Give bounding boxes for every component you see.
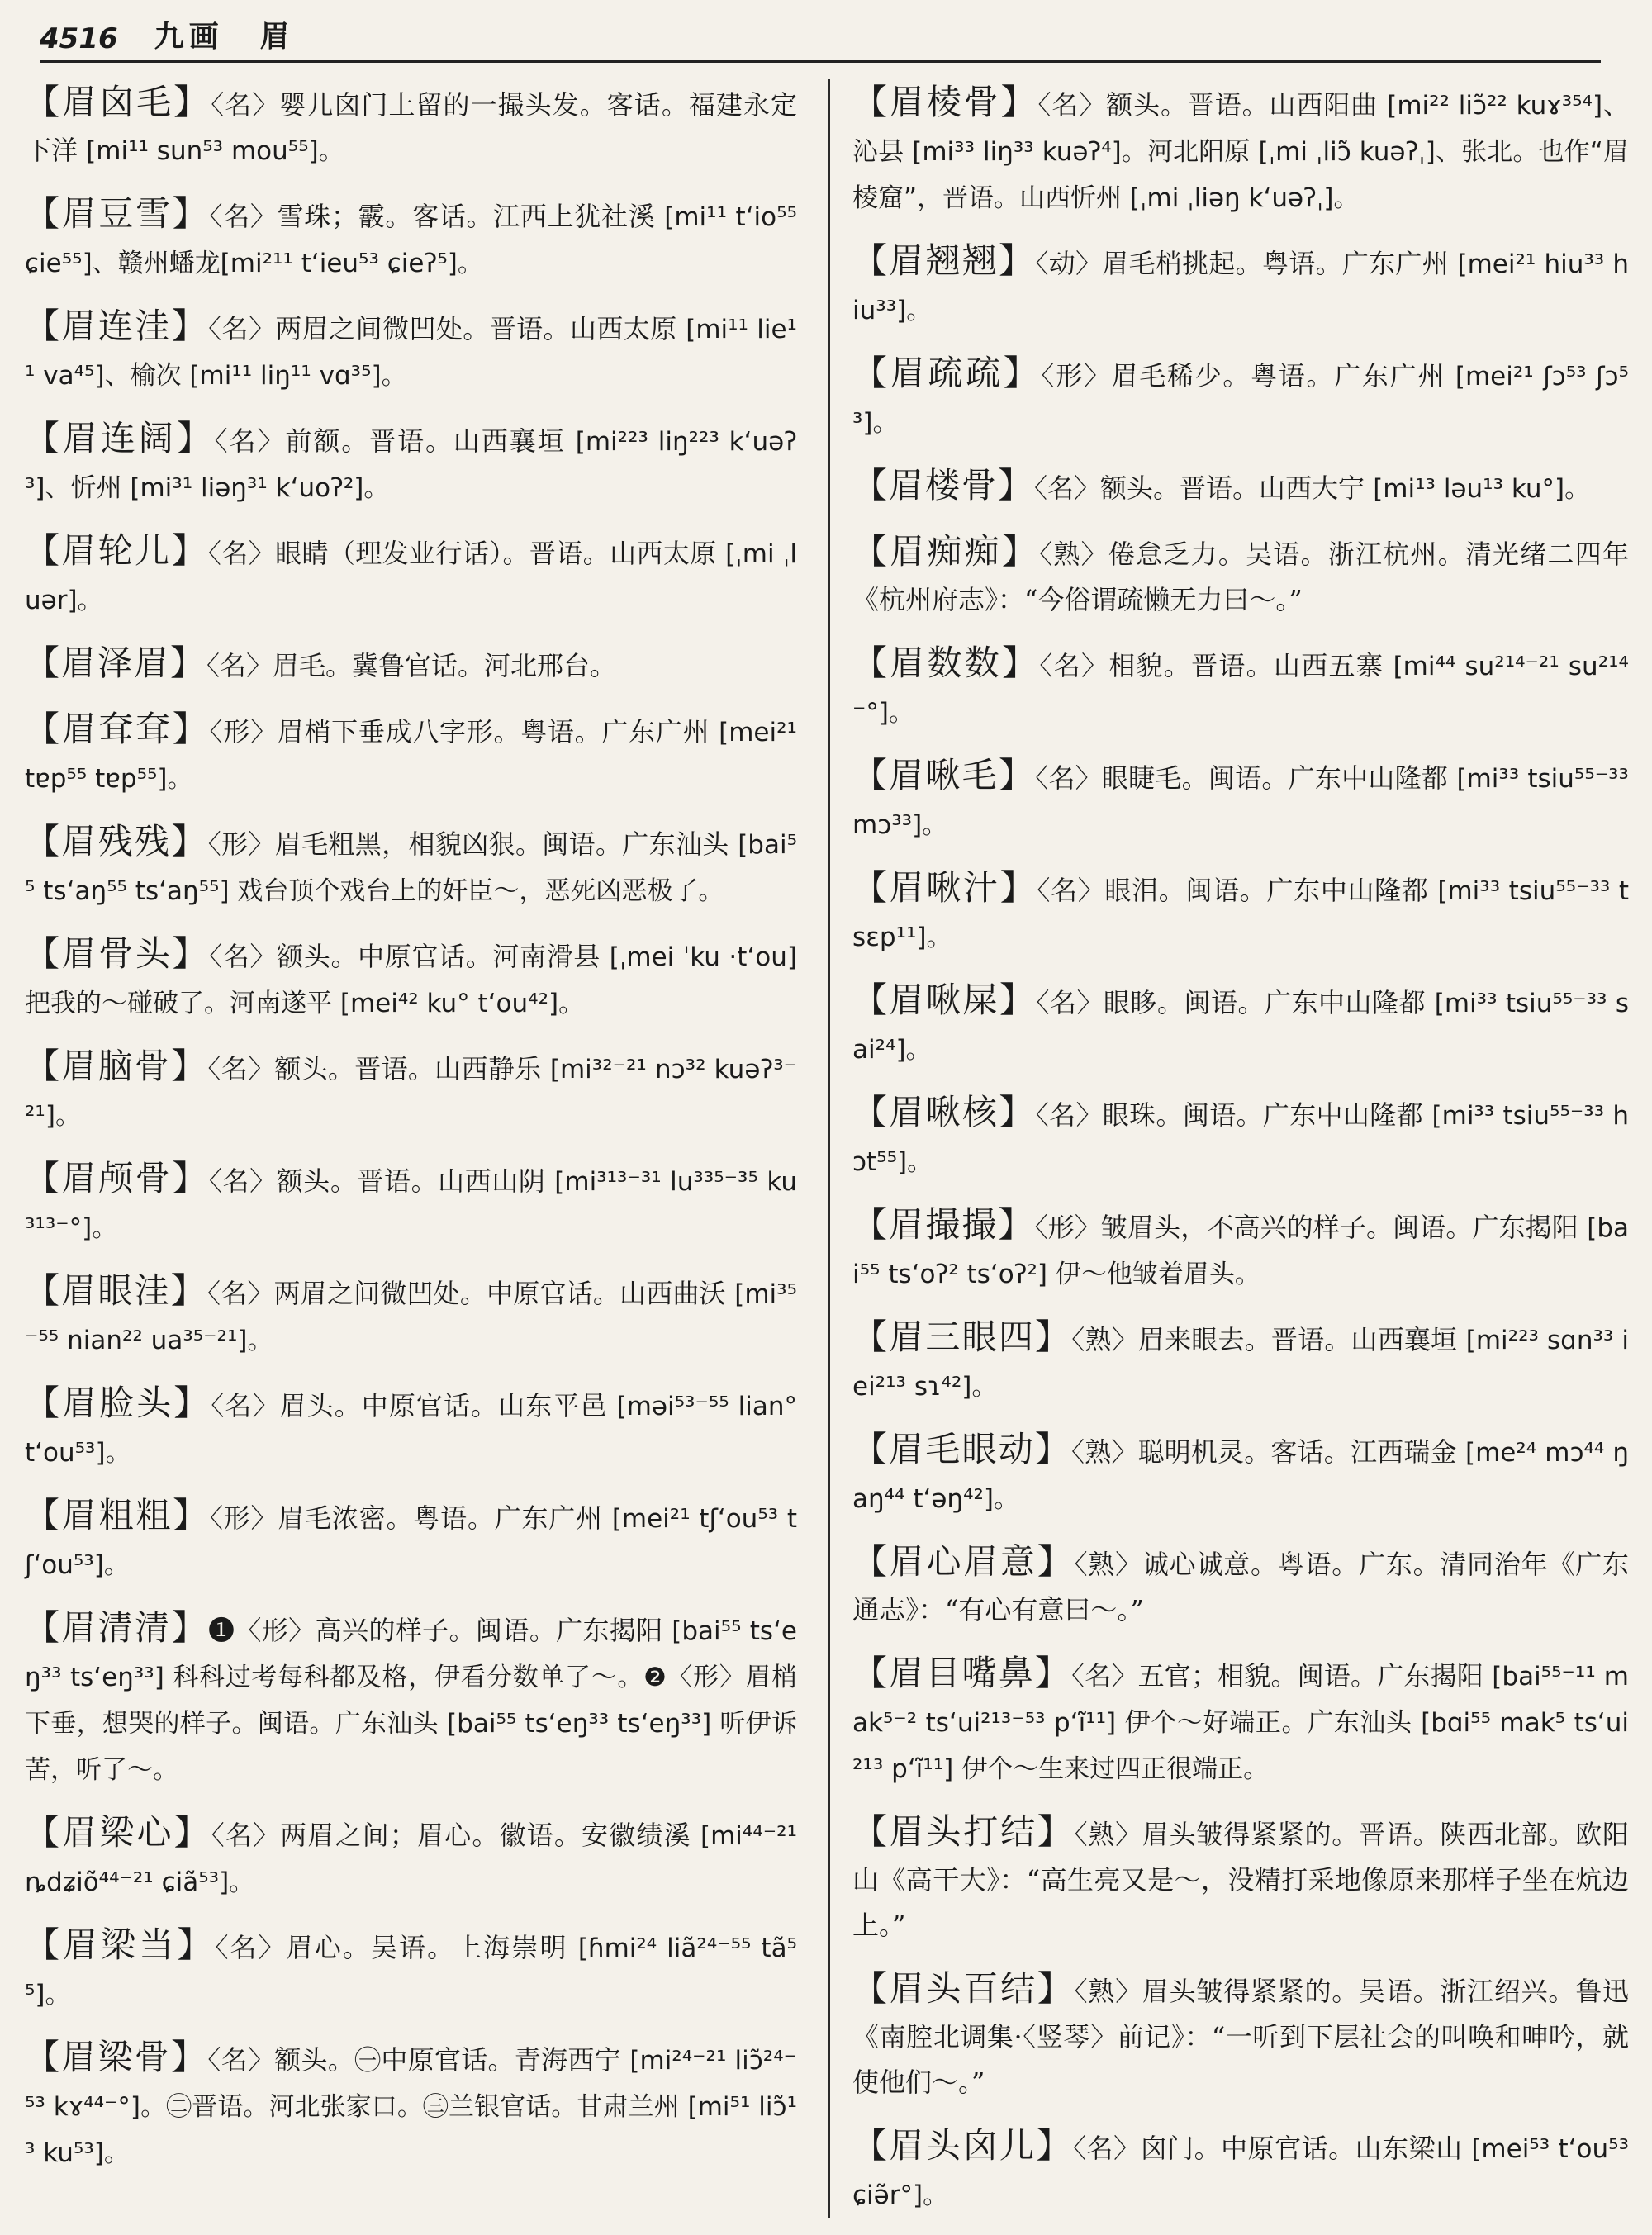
dictionary-entry [852,238,1629,334]
dictionary-entry [852,1809,1629,1949]
entry-definition: 〈熟〉聪明机灵。客话。江西瑞金 [1071,1436,1457,1468]
entry-headword: 【眉泽眉】 [25,643,207,683]
entry-headword: 【眉颅骨】 [25,1158,209,1198]
entry-definition: 〈名〉眼睫毛。闽语。广东中山隆都 [1035,762,1449,794]
dictionary-entry [852,350,1629,446]
entry-definition: 〈名〉额头。晋语。山西山阴 [208,1165,546,1197]
entry-phonetic: [mi⁴⁴ su²¹⁴⁻²¹ su²¹⁴⁻°]。 [852,652,1629,728]
dictionary-entry [25,191,797,287]
entry-phonetic: [mi¹¹ sun⁵³ mou⁵⁵]。 [86,136,344,166]
entry-definition: 〈名〉额头。中原官话。河南滑县 [209,941,601,972]
entry-headword: 【眉啾毛】 [852,755,1036,795]
entry-definition: 〈名〉额头。晋语。山西静乐 [207,1053,542,1084]
entry-headword: 【眉连洼】 [25,306,209,346]
entry-phonetic: [mi³¹³⁻³¹ lu³³⁵⁻³⁵ ku³¹³⁻°]。 [25,1167,797,1243]
dictionary-entry [852,865,1629,961]
entry-phonetic: [mei²¹ tɐp⁵⁵ tɐp⁵⁵]。 [25,718,797,794]
entry-headword: 【眉目嘴鼻】 [852,1653,1072,1693]
entry-phonetic: [mi²²³ liŋ²²³ k‘uəʔ³]、忻州 [mi³¹ liəŋ³¹ k‘uoʔ²]。 [25,427,797,503]
dictionary-entry [852,1650,1629,1792]
dictionary-entry [25,640,797,690]
entry-phonetic: [mi³³ tsiu⁵⁵⁻³³ mɔ³³]。 [852,764,1629,840]
entry-definition: 〈名〉眼眵。闽语。广东中山隆都 [1036,987,1427,1018]
entry-definition: 〈名〉眼珠。闽语。广东中山隆都 [1035,1099,1423,1131]
entry-phonetic: [me²⁴ mɔ⁴⁴ ŋaŋ⁴⁴ t‘əŋ⁴²]。 [852,1438,1630,1514]
entry-definition: 〈名〉两眉之间微凹处。晋语。山西太原 [208,313,677,344]
entry-headword: 【眉毛眼动】 [852,1429,1072,1469]
entry-headword: 【眉梁心】 [25,1812,211,1853]
entry-headword: 【眉残残】 [25,821,208,861]
entry-phonetic: [mei⁵³ t‘ou⁵³ ɕiə̃r°]。 [852,2134,1629,2210]
left-column [25,79,797,2193]
dictionary-entry [25,706,797,802]
entry-headword: 【眉疏疏】 [852,353,1042,393]
entry-headword: 【眉撮撮】 [852,1204,1035,1245]
entry-definition: 〈熟〉诚心诚意。粤语。广东。清同治年《广东通志》：“有心有意曰～。” [852,1549,1629,1625]
entry-definition: 〈熟〉眉头皱得紧紧的。晋语。陕西北部。欧阳山《高干大》：“高生亮又是～，没精打采地像原来那样子坐在炕边上。” [852,1819,1629,1941]
entry-headword: 【眉头百结】 [852,1968,1075,2009]
entry-phonetic: [ˌmi ˌluər]。 [25,539,797,615]
entry-headword: 【眉翘翘】 [852,240,1036,281]
entry-phonetic: [mi²²³ sɑn³³ iei²¹³ sɿ⁴²]。 [852,1326,1630,1402]
entry-definition: 〈名〉囟门。中原官话。山东梁山 [1073,2133,1463,2164]
dictionary-entry [25,528,797,624]
entry-headword: 【眉心眉意】 [852,1541,1075,1582]
entry-headword: 【眉眼洼】 [25,1270,207,1311]
dictionary-entry [25,303,797,399]
entry-phonetic: [məi⁵³⁻⁵⁵ lian° t‘ou⁵³]。 [25,1392,797,1468]
entry-definition: 〈名〉两眉之间；眉心。徽语。安徽绩溪 [211,1820,691,1851]
entry-phonetic: [mi²⁴⁻²¹ liɔ̃²⁴⁻⁵³ kɤ⁴⁴⁻°]。㊁晋语。河北张家口。㊂兰银官话。甘肃兰州 [mi⁵¹ liɔ̃¹³ ku⁵³]。 [25,2046,797,2168]
entry-definition: 〈名〉婴儿囟门上留的一撮头发。客话。福建永定下洋 [25,89,797,166]
dictionary-entry [25,2034,797,2176]
column-divider [828,79,830,2218]
entry-headword: 【眉骨头】 [25,933,210,974]
dictionary-entry [852,1202,1629,1298]
dictionary-entry [25,1155,797,1251]
entry-phonetic: [mi³³ tsiu⁵⁵⁻³³ tsɛp¹¹]。 [852,876,1630,952]
dictionary-entry [852,1966,1629,2106]
dictionary-entry [25,1043,797,1139]
entry-definition: 〈动〉眉毛梢挑起。粤语。广东广州 [1035,248,1450,279]
entry-phonetic: [bai⁵⁵ ts‘eŋ³³ ts‘eŋ³³] 科科过考每科都及格，伊看分数单了～。❷〈形〉眉梢下垂，想哭的样子。闽语。广东汕头 [bai⁵⁵ ts‘eŋ³³ ts‘eŋ³³] 听伊诉苦，听了～。 [25,1616,797,1785]
dictionary-entry [852,977,1629,1073]
dictionary-entry [25,1268,797,1364]
dictionary-entry [25,1605,797,1793]
entry-phonetic: [bai⁵⁵ ts‘aŋ⁵⁵ ts‘aŋ⁵⁵] 戏台顶个戏台上的奸臣～，恶死凶恶极了。 [25,830,797,906]
dictionary-entry [25,819,797,914]
entry-headword: 【眉粗粗】 [25,1495,210,1535]
entry-headword: 【眉耷耷】 [25,709,210,749]
entry-headword: 【眉清清】 [25,1607,208,1648]
entry-phonetic: [mi¹¹ t‘io⁵⁵ ɕie⁵⁵]、赣州蟠龙[mi²¹¹ t‘ieu⁵³ ɕieʔ⁵]。 [25,202,797,278]
entry-definition: 〈名〉眼泪。闽语。广东中山隆都 [1037,875,1429,906]
section-label: 九画 [154,19,224,54]
entry-phonetic: [mei²¹ tʃ‘ou⁵³ tʃ‘ou⁵³]。 [25,1504,797,1580]
entry-definition: 〈名〉眉毛。冀鲁官话。河北邢台。 [206,650,617,681]
entry-definition: 〈熟〉眉来眼去。晋语。山西襄垣 [1071,1324,1458,1355]
dictionary-entry [25,1810,797,1905]
entry-headword: 【眉头囟儿】 [852,2125,1074,2166]
entry-definition: ❶〈形〉高兴的样子。闽语。广东揭阳 [207,1615,663,1646]
dictionary-entry [25,931,797,1027]
entry-phonetic: [mi⁴⁴⁻²¹ ȵdʑiõ⁴⁴⁻²¹ ɕiã⁵³]。 [25,1821,797,1897]
dictionary-entry [852,1426,1629,1522]
entry-definition: 〈名〉额头。㊀中原官话。青海西宁 [207,2044,621,2076]
entry-headword: 【眉三眼四】 [852,1317,1072,1357]
entry-headword: 【眉啾汁】 [852,867,1037,908]
entry-definition: 〈形〉眉毛稀少。粤语。广东广州 [1041,360,1446,391]
entry-headword: 【眉梁当】 [25,1924,216,1965]
dictionary-entry [852,752,1629,848]
entry-phonetic: [ˌmei ˈku ·t‘ou] 把我的～碰破了。河南遂平 [mei⁴² ku° t‘ou⁴²]。 [25,942,797,1018]
entry-headword: 【眉豆雪】 [25,193,210,234]
entry-phonetic: [mi³⁵⁻⁵⁵ nian²² ua³⁵⁻²¹]。 [25,1279,797,1355]
entry-headword: 【眉啾屎】 [852,980,1037,1020]
entry-headword: 【眉棱骨】 [852,82,1038,122]
entry-definition: 〈熟〉倦怠乏力。吴语。浙江杭州。清光绪二四年《杭州府志》：“今俗谓疏懒无力曰～。” [852,539,1629,615]
page-header [40,12,1601,63]
dictionary-entry [25,79,797,174]
entry-definition: 〈名〉雪珠；霰。客话。江西上犹社溪 [209,201,656,232]
dictionary-entry [25,1380,797,1476]
entry-definition: 〈名〉五官；相貌。闽语。广东揭阳 [1071,1660,1483,1692]
entry-headword: 【眉脸头】 [25,1383,211,1423]
entry-phonetic: [mi¹³ ləu¹³ ku°]。 [1373,474,1591,504]
dictionary-entry [852,1089,1629,1185]
entry-definition: 〈形〉眉毛浓密。粤语。广东广州 [209,1502,603,1534]
entry-phonetic: [bai⁵⁵⁻¹¹ mak⁵⁻² ts‘ui²¹³⁻⁵³ p‘ĩ¹¹] 伊个～好端正。广东汕头 [bɑi⁵⁵ mak⁵ ts‘ui²¹³ p‘ĩ¹¹] 伊个～生来过四正很端正。 [852,1662,1629,1784]
dictionary-entry [852,1539,1629,1634]
entry-definition: 〈名〉眉头。中原官话。山东平邑 [211,1390,608,1421]
right-column [852,79,1629,2235]
dictionary-entry [852,1314,1629,1410]
entry-phonetic: [mi³²⁻²¹ nɔ³² kuəʔ³⁻²¹]。 [25,1055,797,1131]
entry-definition: 〈名〉眉心。吴语。上海崇明 [215,1932,568,1963]
entry-headword: 【眉脑骨】 [25,1046,208,1086]
entry-headword: 【眉连阔】 [25,418,215,458]
entry-definition: 〈形〉眉毛粗黑，相貌凶狠。闽语。广东汕头 [207,828,729,860]
entry-phonetic: [bai⁵⁵ ts‘oʔ² ts‘oʔ²] 伊～他皱着眉头。 [852,1213,1629,1289]
entry-headword: 【眉数数】 [852,643,1040,683]
dictionary-entry [852,640,1629,736]
entry-headword: 【眉楼骨】 [852,465,1035,505]
dictionary-entry [25,1492,797,1588]
entry-phonetic: [mi³³ tsiu⁵⁵⁻³³ hɔt⁵⁵]。 [852,1101,1629,1177]
entry-definition: 〈名〉两眉之间微凹处。中原官话。山西曲沃 [206,1278,726,1309]
entry-definition: 〈名〉眼睛（理发业行话）。晋语。山西太原 [207,538,717,569]
entry-headword: 【眉轮儿】 [25,530,208,571]
entry-definition: 〈形〉眉梢下垂成八字形。粤语。广东广州 [209,716,710,747]
dictionary-entry [852,79,1629,221]
entry-definition: 〈名〉相貌。晋语。山西五寨 [1039,650,1384,681]
entry-definition: 〈名〉额头。晋语。山西阳曲 [1037,89,1379,121]
dictionary-entry [852,2123,1629,2218]
entry-definition: 〈名〉额头。晋语。山西大宁 [1034,472,1365,504]
entry-definition: 〈名〉前额。晋语。山西襄垣 [214,425,566,457]
entry-headword: 【眉梁骨】 [25,2037,208,2077]
entry-headword: 【眉痴痴】 [852,531,1040,572]
dictionary-entry [25,415,797,511]
page-number: 4516 [40,22,118,55]
head-character: 眉 [259,19,290,54]
entry-headword: 【眉头打结】 [852,1811,1075,1852]
entry-phonetic: [mei²¹ ʃɔ⁵³ ʃɔ⁵³]。 [852,362,1629,438]
entry-definition: 〈形〉皱眉头，不高兴的样子。闽语。广东揭阳 [1034,1212,1578,1243]
dictionary-entry [852,463,1629,512]
entry-phonetic: [mei²¹ hiu³³ hiu³³]。 [852,249,1630,325]
entry-phonetic: [mi²² liɔ̃²² kuɤ³⁵⁴]、沁县 [mi³³ liŋ³³ kuəʔ⁴]。河北阳原 [ˌmi ˌliɔ̃ kuəʔˌ]、张北。也作“眉棱窟”，晋语。山西忻州 [ˌmi ˌliəŋ k‘uəʔˌ]。 [852,91,1629,213]
dictionary-entry [852,529,1629,624]
entry-phonetic: [mi¹¹ lie¹¹ va⁴⁵]、榆次 [mi¹¹ liŋ¹¹ vɑ³⁵]。 [25,315,797,391]
entry-headword: 【眉囟毛】 [25,82,211,122]
entry-phonetic: [mi³³ tsiu⁵⁵⁻³³ sai²⁴]。 [852,989,1629,1065]
entry-definition: 〈熟〉眉头皱得紧紧的。吴语。浙江绍兴。鲁迅《南腔北调集·〈竖琴〉前记》：“一听到下层社会的叫唤和呻吟，就使他们～。” [852,1976,1629,2098]
dictionary-entry [25,1922,797,2018]
entry-phonetic: [ɦmi²⁴ liã²⁴⁻⁵⁵ tã⁵⁵]。 [25,1934,797,2010]
entry-headword: 【眉啾核】 [852,1092,1036,1132]
